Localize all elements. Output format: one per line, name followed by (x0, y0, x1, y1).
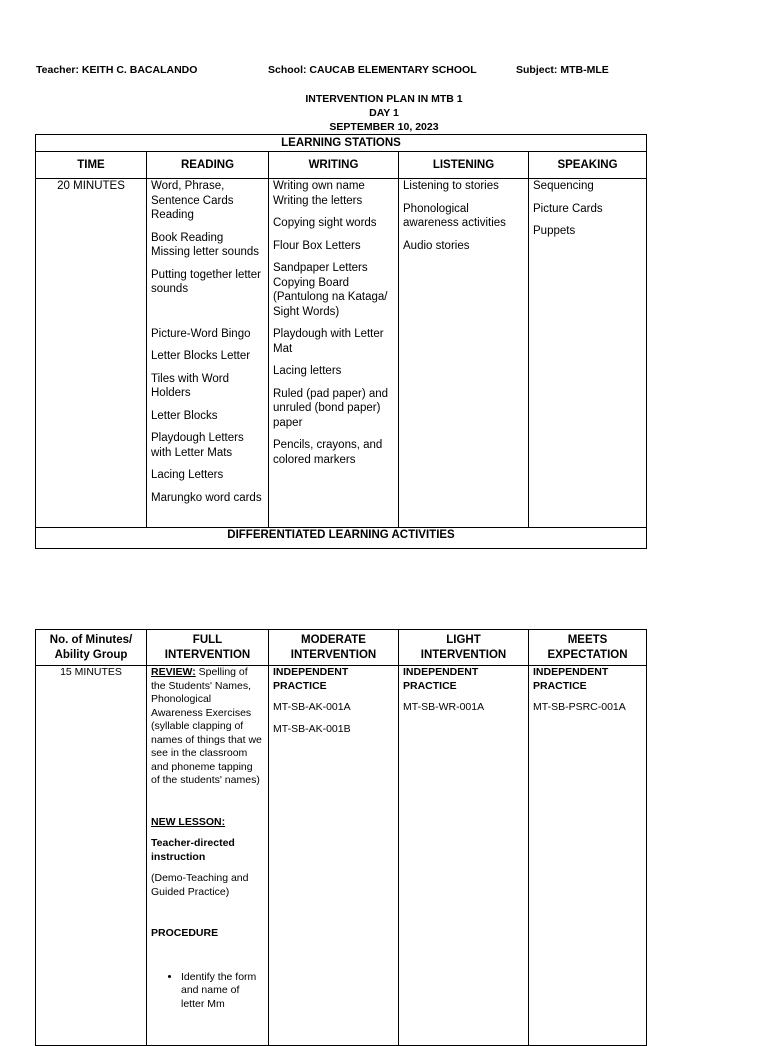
reading-item: Playdough Letters with Letter Mats (151, 432, 244, 459)
procedure-step: • Identify the form and name of letter Mm (181, 971, 264, 1012)
col-header-listening: LISTENING (399, 152, 529, 179)
review-label: REVIEW: (151, 666, 196, 678)
differentiated-activities-banner: DIFFERENTIATED LEARNING ACTIVITIES (36, 528, 647, 549)
col-header-speaking: SPEAKING (529, 152, 647, 179)
listening-cell (399, 179, 529, 528)
writing-item: Sandpaper Letters Copying Board (Pantulong na Kataga/ Sight Words) (273, 262, 388, 318)
light-label: INDEPENDENT PRACTICE (403, 666, 479, 692)
col-header-reading: READING (147, 152, 269, 179)
full-intervention-cell (147, 666, 269, 1046)
moderate-label: INDEPENDENT PRACTICE (273, 666, 349, 692)
speaking-item: Picture Cards (533, 202, 603, 215)
writing-item: Playdough with Letter Mat (273, 328, 384, 355)
learning-stations-table (35, 134, 647, 549)
procedure-list (151, 971, 264, 1012)
plan-day: DAY 1 (369, 107, 399, 119)
listening-item: Listening to stories (403, 180, 499, 192)
col-header-minutes: No. of Minutes/ Ability Group (36, 630, 147, 666)
speaking-cell (529, 179, 647, 528)
plan-date: SEPTEMBER 10, 2023 (329, 121, 439, 133)
moderate-intervention-cell (269, 666, 399, 1046)
reading-item: Picture-Word Bingo (151, 327, 251, 340)
writing-item: Lacing letters (273, 365, 342, 377)
reading-cell (147, 179, 269, 528)
listening-item: Audio stories (403, 239, 470, 252)
time-cell (36, 179, 147, 528)
meets-expectation-cell (529, 666, 647, 1046)
reading-item: Putting together letter sounds (151, 268, 261, 295)
subject-name: Subject: MTB-MLE (516, 64, 609, 76)
light-code: MT-SB-WR-001A (403, 701, 485, 713)
writing-item: Flour Box Letters (273, 239, 361, 252)
learning-stations-banner: LEARNING STATIONS (36, 135, 647, 152)
writing-item: Ruled (pad paper) and unruled (bond paper) paper (273, 387, 389, 429)
reading-item: Book Reading Missing letter sounds (151, 231, 260, 258)
moderate-code: MT-SB-AK-001A (273, 701, 351, 713)
light-intervention-cell (399, 666, 529, 1046)
listening-item: Phonological awareness activities (403, 202, 506, 229)
reading-item: Letter Blocks Letter (151, 350, 251, 362)
plan-title: INTERVENTION PLAN IN MTB 1 (305, 93, 463, 105)
review-paragraph (151, 666, 264, 788)
reading-item: Tiles with Word Holders (151, 372, 229, 399)
col-header-moderate: MODERATE INTERVENTION (269, 630, 399, 666)
reading-item: Word, Phrase, Sentence Cards Reading (151, 180, 234, 221)
new-lesson-label: NEW LESSON: (151, 815, 226, 828)
ability-group-table (35, 629, 647, 1046)
moderate-code: MT-SB-AK-001B (273, 722, 351, 735)
review-text: Spelling of the Students' Names, Phonological Awareness Exercises (syllable clapping of names of things that we see in the classroom and phoneme tapping of the students' names) (151, 666, 262, 786)
col-header-full: FULL INTERVENTION (147, 630, 269, 666)
meets-code: MT-SB-PSRC-001A (533, 701, 626, 713)
procedure-label: PROCEDURE (151, 927, 219, 939)
teacher-directed-label: Teacher-directed instruction (151, 837, 235, 863)
col-header-meets: MEETS EXPECTATION (529, 630, 647, 666)
writing-cell (269, 179, 399, 528)
school-name: School: CAUCAB ELEMENTARY SCHOOL (268, 64, 477, 76)
reading-item: Marungko word cards (151, 491, 262, 504)
speaking-item: Sequencing (533, 180, 594, 192)
writing-item: Copying sight words (273, 217, 377, 229)
minutes-cell (36, 666, 147, 1046)
col-header-time: TIME (36, 152, 147, 179)
demo-text: (Demo-Teaching and Guided Practice) (151, 872, 249, 898)
minutes-value: 15 MINUTES (60, 666, 122, 678)
reading-item: Letter Blocks (151, 409, 218, 422)
writing-item: Pencils, crayons, and colored markers (273, 439, 383, 466)
reading-item: Lacing Letters (151, 469, 224, 481)
col-header-light: LIGHT INTERVENTION (399, 630, 529, 666)
meets-label: INDEPENDENT PRACTICE (533, 666, 609, 692)
time-value: 20 MINUTES (57, 180, 125, 192)
speaking-item: Puppets (533, 225, 576, 237)
writing-item: Writing own name Writing the letters (273, 180, 365, 207)
teacher-name: Teacher: KEITH C. BACALANDO (36, 64, 198, 76)
col-header-writing: WRITING (269, 152, 399, 179)
